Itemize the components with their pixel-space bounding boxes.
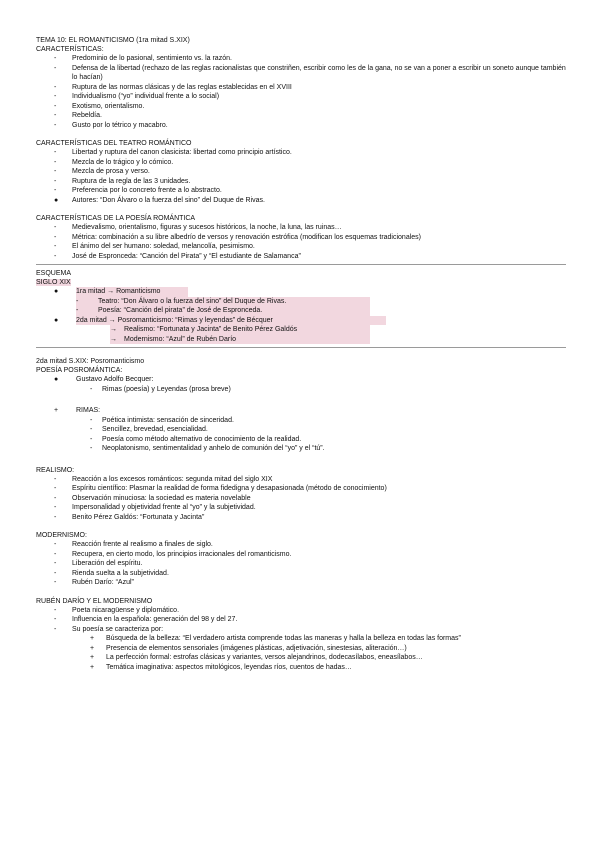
list-item: - Rebeldía. bbox=[54, 112, 102, 119]
list-item: - Preferencia por lo concreto frente a lo abstracto. bbox=[54, 187, 222, 194]
ruben-list bbox=[36, 606, 566, 673]
poesia-posrom-heading: POESÍA POSROMÁNTICA: bbox=[36, 367, 123, 374]
realismo-heading: REALISMO: bbox=[36, 466, 75, 474]
list-item: - Mezcla de prosa y verso. bbox=[54, 168, 150, 175]
list-item: - Influencia en la española: generación del 98 y del 27. bbox=[54, 616, 238, 623]
list-subitem: - Sencillez, brevedad, esencialidad. bbox=[90, 426, 208, 433]
list-item: - Benito Pérez Galdós: “Fortunata y Jacinta” bbox=[54, 513, 205, 521]
list-item: - Mezcla de lo trágico y lo cómico. bbox=[54, 158, 174, 166]
esquema-subitem: - Teatro: “Don Álvaro o la fuerza del sino” del Duque de Rivas. bbox=[36, 297, 566, 307]
esquema-tree bbox=[36, 287, 566, 344]
divider bbox=[36, 264, 566, 265]
list-item: - Rubén Darío: “Azul” bbox=[54, 579, 134, 586]
list-item: - Espíritu científico: Plasmar la realidad de forma fidedigna y desapasionada (método de conocimiento) bbox=[54, 485, 387, 492]
list-item: - Rienda suelta a la subjetividad. bbox=[54, 569, 169, 577]
list-item: - Libertad y ruptura del canon clasicista: libertad como principio artístico. bbox=[54, 149, 292, 156]
list-item: - Liberación del espíritu. bbox=[54, 560, 143, 567]
realismo-list bbox=[36, 475, 566, 523]
esquema-item: ● 1ra mitad → Romanticismo bbox=[36, 287, 566, 297]
list-subitem: - Poesía como método alternativo de conocimiento de la realidad. bbox=[90, 435, 302, 443]
list-item: ● Autores: “Don Álvaro o la fuerza del sino” del Duque de Rivas. bbox=[54, 196, 265, 204]
list-item: + RIMAS: bbox=[54, 407, 101, 414]
list-item: - Gusto por lo tétrico y macabro. bbox=[54, 121, 168, 129]
list-item: ● Gustavo Adolfo Becquer: bbox=[54, 376, 154, 383]
list-item: - Medievalismo, orientalismo, figuras y sucesos históricos, la noche, la luna, las ruinas… bbox=[54, 224, 342, 231]
esquema-heading: ESQUEMA bbox=[36, 270, 72, 277]
ruben-heading: RUBÉN DARÍO Y EL MODERNISMO bbox=[36, 597, 153, 605]
list-item: - Métrica: combinación a su libre albedrío de versos y renovación estrófica (modifican los esquemas tradicionales) bbox=[54, 233, 421, 241]
siglo-heading: SIGLO XIX bbox=[36, 279, 71, 286]
list-item: - Poeta nicaragüense y diplomático. bbox=[54, 606, 180, 614]
caracteristicas-heading: CARACTERÍSTICAS: bbox=[36, 46, 104, 53]
document-page bbox=[36, 36, 566, 672]
list-subitem: + Temática imaginativa: aspectos mitológicos, leyendas ríos, cuentos de hadas… bbox=[90, 663, 352, 671]
list-subitem: - Neoplatonismo, sentimentalidad y anhelo de comunión del “yo” y el “tú”. bbox=[90, 445, 325, 452]
esquema-subitem: → Realismo: “Fortunata y Jacinta” de Benito Pérez Galdós bbox=[36, 325, 566, 335]
teatro-heading: CARACTERÍSTICAS DEL TEATRO ROMÁNTICO bbox=[36, 140, 192, 147]
esquema-subitem: → Modernismo: “Azul” de Rubén Darío bbox=[36, 335, 566, 345]
list-item: - Predominio de lo pasional, sentimiento vs. la razón. bbox=[54, 55, 232, 62]
modernismo-list bbox=[36, 540, 566, 588]
divider bbox=[36, 347, 566, 348]
list-item: - Ruptura de la regla de las 3 unidades. bbox=[54, 177, 191, 185]
list-item: - Ruptura de las normas clásicas y de las reglas establecidas en el XVIII bbox=[54, 83, 292, 91]
page-title: TEMA 10: EL ROMANTICISMO (1ra mitad S.XIX) bbox=[36, 37, 190, 44]
list-item: - Su poesía se caracteriza por: bbox=[54, 625, 164, 633]
esquema-item: ● 2da mitad → Posromanticismo: “Rimas y leyendas” de Bécquer bbox=[36, 316, 566, 326]
list-subitem: - Rimas (poesía) y Leyendas (prosa breve) bbox=[90, 385, 231, 393]
teatro-list bbox=[36, 148, 566, 205]
list-subitem: + La perfección formal: estrofas clásicas y variantes, versos alejandrinos, dodecasílabos, eneasílabos… bbox=[90, 654, 423, 661]
list-subitem: + Presencia de elementos sensoriales (imágenes plásticas, adjetivación, sinestesias, aliteración…) bbox=[90, 644, 407, 652]
list-subitem: + Búsqueda de la belleza: “El verdadero artista comprende todas las maneras y halla la belleza en todas las formas” bbox=[90, 635, 461, 642]
list-item: - Reacción a los excesos románticos: segunda mitad del siglo XIX bbox=[54, 475, 273, 483]
poesia-heading: CARACTERÍSTICAS DE LA POESÍA ROMÁNTICA bbox=[36, 215, 196, 222]
list-item: - Exotismo, orientalismo. bbox=[54, 102, 145, 110]
poesia-list bbox=[36, 223, 566, 261]
list-item: - El ánimo del ser humano: soledad, melancolía, pesimismo. bbox=[54, 243, 255, 250]
list-item: - Impersonalidad y objetividad frente al “yo” y la subjetividad. bbox=[54, 504, 256, 511]
modernismo-heading: MODERNISMO: bbox=[36, 532, 87, 539]
list-item: - Recupera, en cierto modo, los principios irracionales del romanticismo. bbox=[54, 550, 292, 558]
list-item: - Defensa de la libertad (rechazo de las reglas racionalistas que constriñen, escribir como les de la gana, no se van a poner a escribir un soneto aunque también lo hacían) bbox=[54, 64, 566, 81]
list-item: - Individualismo (“yo” individual frente a lo social) bbox=[54, 93, 220, 100]
list-item: - José de Espronceda: “Canción del Pirata” y “El estudiante de Salamanca” bbox=[54, 252, 301, 260]
esquema-subitem: - Poesía: “Canción del pirata” de José de Espronceda. bbox=[36, 306, 566, 316]
caracteristicas-list bbox=[36, 54, 566, 130]
list-item: - Reacción frente al realismo a finales de siglo. bbox=[54, 541, 213, 548]
list-subitem: - Poética intimista: sensación de sinceridad. bbox=[90, 416, 234, 424]
list-item: - Observación minuciosa: la sociedad es materia novelable bbox=[54, 494, 251, 502]
posrom-heading: 2da mitad S.XIX: Posromanticismo bbox=[36, 358, 145, 365]
